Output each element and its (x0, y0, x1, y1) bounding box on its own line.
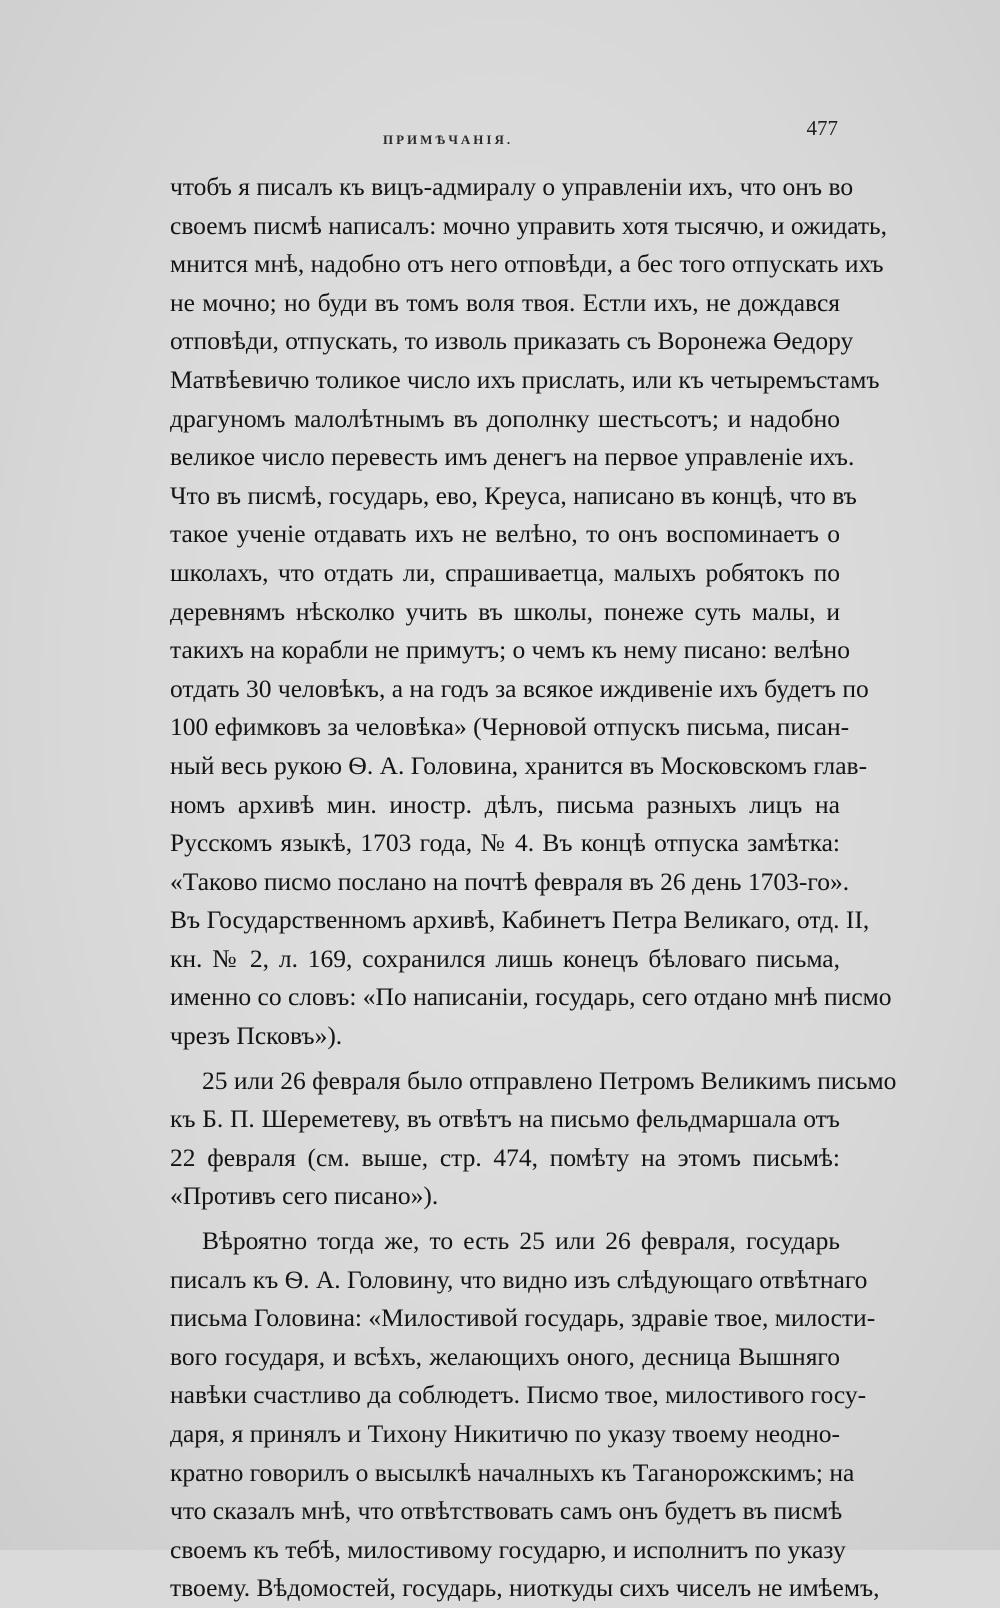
text-line: даря, я принялъ и Тихону Никитичю по указу твоему неодно- (170, 1419, 840, 1448)
page-header (165, 116, 840, 156)
body-text (170, 168, 897, 1608)
text-line: твоему. Вѣдомостей, государь, ниоткуды сихъ чиселъ не имѣемъ, (170, 1573, 880, 1603)
text-line: драгуномъ малолѣтнымъ въ дополнку шестьсотъ; и надобно (170, 403, 840, 433)
text-line: деревнямъ нѣсколко учить въ школы, понеже суть малы, и (170, 596, 840, 626)
text-line: чтобъ я писалъ къ вицъ-адмиралу о управленіи ихъ, что онъ во (170, 172, 854, 201)
text-line: не мочно; но буди въ томъ воля твоя. Естли ихъ, не дождався (170, 287, 840, 317)
text-line: 22 февраля (см. выше, стр. 474, помѣту на этомъ письмѣ: (170, 1142, 840, 1172)
page-number: 477 (806, 116, 838, 140)
text-line: отповѣди, отпускать, то изволь приказать съ Воронежа Өедору (170, 326, 854, 356)
text-line: мнится мнѣ, надобно отъ него отповѣди, а бес того отпускать ихъ (170, 249, 884, 279)
paragraph-first-line: 25 или 26 февраля было отправлено Петромъ Великимъ письмо (202, 1065, 897, 1095)
text-line: «Противъ сего писано»). (170, 1181, 439, 1211)
text-line: Что въ писмѣ, государь, ево, Креуса, написано въ концѣ, что въ (170, 480, 857, 510)
text-line: вого государя, и всѣхъ, желающихъ оного, десница Вышняго (170, 1341, 840, 1371)
text-line: Въ Государственномъ архивѣ, Кабинетъ Петра Великаго, отд. II, (170, 905, 870, 935)
text-line: 100 ефимковъ за человѣка» (Черновой отпускъ письма, писан- (170, 712, 850, 742)
text-line: великое число перевесть имъ денегъ на первое управленіе ихъ. (170, 442, 855, 472)
text-line: отдать 30 человѣкъ, а на годъ за всякое иждивеніе ихъ будетъ по (170, 673, 869, 703)
text-line: номъ архивѣ мин. иностр. дѣлъ, письма разныхъ лицъ на (170, 789, 840, 819)
text-line: своемъ писмѣ написалъ: мочно управить хотя тысячю, и ожидать, (170, 210, 888, 240)
text-line: такое ученіе отдавать ихъ не велѣно, то онъ воспоминаетъ о (170, 519, 840, 549)
paragraph-first-line: Вѣроятно тогда же, то есть 25 или 26 февраля, государь (202, 1226, 840, 1256)
text-line: Русскомъ языкѣ, 1703 года, № 4. Въ концѣ отпуска замѣтка: (170, 828, 840, 858)
text-line: такихъ на корабли не примутъ; о чемъ къ нему писано: велѣно (170, 635, 850, 665)
text-line: Матвѣевичю толикое число ихъ прислать, или къ четыремъстамъ (170, 364, 880, 394)
text-line: навѣки счастливо да соблюдетъ. Писмо твое, милостивого госу- (170, 1380, 867, 1410)
text-line: кн. № 2, л. 169, сохранился лишь конецъ бѣловаго письма, (170, 943, 840, 973)
text-line: школахъ, что отдать ли, спрашиваетца, малыхъ робятокъ по (170, 557, 840, 587)
text-line: именно со словъ: «По написаніи, государь, сего отдано мнѣ писмо (170, 982, 892, 1012)
running-title: ПРИМѢЧАНІЯ. (383, 132, 514, 147)
text-line: чрезъ Псковъ»). (170, 1021, 343, 1051)
text-line: къ Б. П. Шереметеву, въ отвѣтъ на письмо фельдмаршала отъ (170, 1104, 840, 1134)
text-line: что сказалъ мнѣ, что отвѣтствовать самъ онъ будетъ въ писмѣ (170, 1496, 843, 1526)
text-line: писалъ къ Ѳ. А. Головину, что видно изъ слѣдующаго отвѣтнаго (170, 1264, 868, 1294)
text-line: «Таково писмо послано на почтѣ февраля въ 26 день 1703-го». (170, 866, 850, 896)
text-line: кратно говорилъ о высылкѣ началныхъ къ Таганорожскимъ; на (170, 1457, 855, 1487)
text-line: своемъ къ тебѣ, милостивому государю, и исполнитъ по указу (170, 1534, 846, 1564)
text-line: ный весь рукою Ѳ. А. Головина, хранится въ Московскомъ глав- (170, 750, 868, 780)
text-line: письма Головина: «Милостивой государь, здравіе твое, милости- (170, 1303, 876, 1333)
